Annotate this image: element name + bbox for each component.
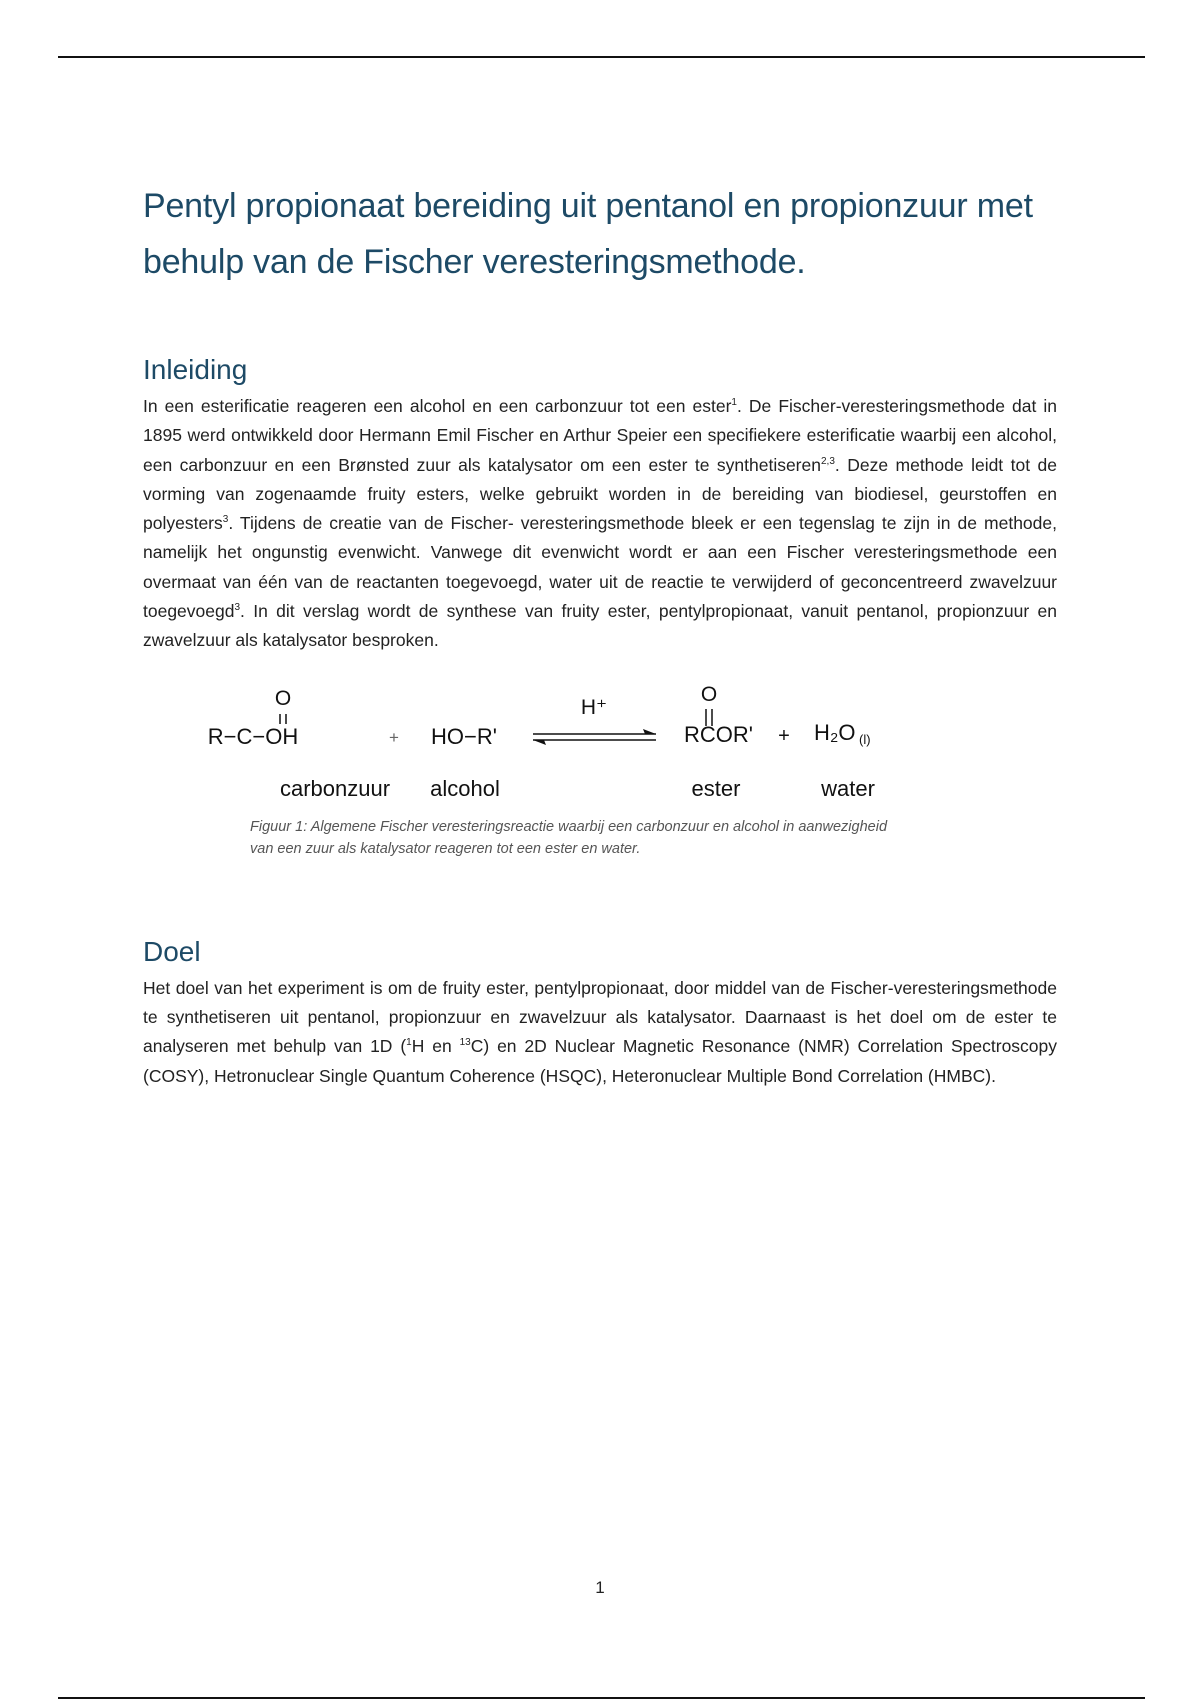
text-run: . Tijdens de creatie van de Fischer- veresteringsmethode bleek er een tegenslag te zijn in de methode, namelijk het ongunstig evenwicht. Vanwege dit evenwicht wordt er aan een Fischer veresteringsmethode een overmaat van één van de reactanten toegevoegd, water uit de reactie te verwijderd of geconcentreerd zwavelzuur toegevoegd [143,513,1057,622]
ester-formula: RCOR' [684,721,753,747]
label-alcohol: alcohol [430,775,500,801]
document-title: Pentyl propionaat bereiding uit pentanol en propionzuur met behulp van de Fischer veresteringsmethode. [143,187,1033,281]
page-number: 1 [595,1578,605,1597]
acid-oxygen: O [274,686,292,710]
text-run: . In dit verslag wordt de synthese van fruity ester, pentylpropionaat, vanuit pentanol, propionzuur en zwavelzuur als katalysator besproken. [143,601,1057,651]
citation-ref: 2,3 [820,455,835,467]
catalyst-label: H⁺ [580,695,608,719]
reaction-figure [143,674,1057,870]
citation-ref: 3 [234,602,241,614]
reaction-scheme [143,674,1057,814]
text-run: . De Fischer-veresteringsmethode dat in 1895 werd ontwikkeld door Hermann Emil Fischer en Arthur Speier een specifiekere esterificatie waarbij een alcohol, een carbonzuur en een Brønsted zuur als katalysator om een ester te synthetiseren [143,396,1058,475]
text-run: In een esterificatie reageren een alcohol en een carbonzuur tot een ester [143,396,732,416]
citation-ref: 3 [222,514,229,526]
plus-sign: + [389,727,399,747]
forward-arrow-head [643,729,656,734]
isotope-superscript: 13 [459,1037,471,1049]
isotope-superscript: 1 [406,1037,412,1049]
page-content [143,178,1057,1091]
alcohol-formula: HO−R' [431,723,497,749]
figure-caption: Figuur 1: Algemene Fischer veresteringsreactie waarbij een carbonzuur en alcohol in aanwezigheid van een zuur als katalysator reageren tot een ester en water. [250,818,888,857]
label-water: water [821,775,875,801]
text-run: C) en 2D Nuclear Magnetic Resonance (NMR) Correlation Spectroscopy (COSY), Hetronuclear Single Quantum Coherence (HSQC), Heteronuclear Multiple Bond Correlation (HMBC). [143,1036,1058,1086]
citation-ref: 1 [731,397,737,408]
label-ester: ester [691,775,741,801]
heading-inleiding: Inleiding [143,354,248,385]
text-run: H en [411,1036,460,1057]
plus-sign: + [778,724,790,747]
header-rule [58,56,1145,58]
heading-doel: Doel [143,935,201,967]
text-run: Het doel van het experiment is om de fruity ester, pentylpropionaat, door middel van de Fischer-veresteringsmethode te synthetiseren uit pentanol, propionzuur en zwavelzuur als katalysator. Daarnaast is het doel om de ester te analyseren met behulp van 1D ( [143,977,1057,1057]
paragraph-inleiding [143,392,1057,656]
ester-oxygen: O [700,682,718,706]
label-carbonzuur: carbonzuur [279,775,391,801]
text-run: . Deze methode leidt tot de vorming van zogenaamde fruity esters, welke gebruikt worden in de bereiding van biodiesel, geurstoffen en polyesters [143,454,1057,534]
paragraph-doel [143,974,1057,1091]
acid-formula: R−C−OH [207,723,299,749]
reverse-arrow-head [533,740,546,745]
water-formula: H₂O [814,719,856,745]
water-state: (l) [859,731,871,747]
footer-rule [58,1697,1145,1699]
